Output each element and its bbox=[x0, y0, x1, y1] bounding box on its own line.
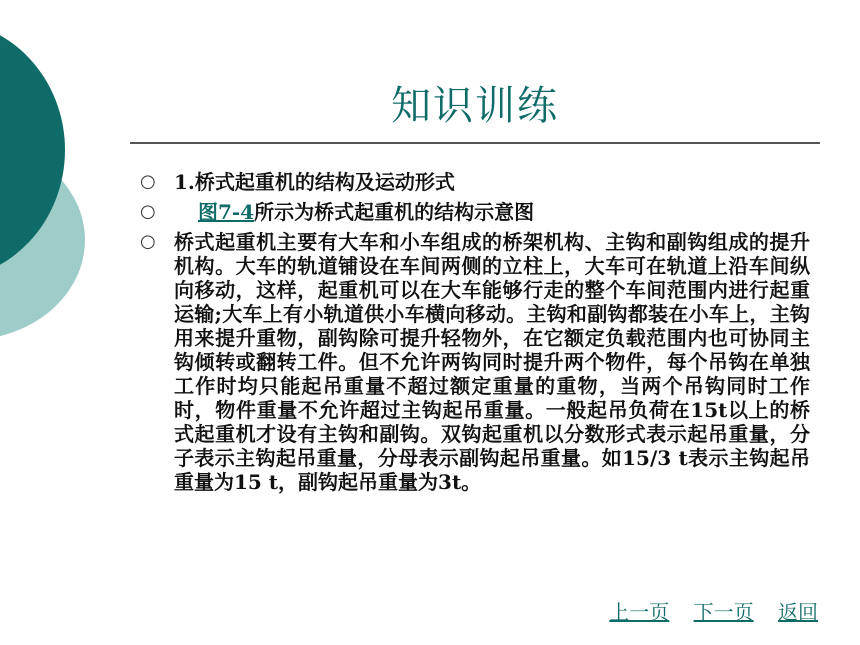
bullet-item bbox=[140, 170, 810, 194]
bullet-text: 1.桥式起重机的结构及运动形式 bbox=[174, 170, 455, 194]
back-link[interactable]: 返回 bbox=[778, 600, 818, 624]
bullet-paragraph: 桥式起重机主要有大车和小车组成的桥架机构、主钩和副钩组成的提升机构。大车的轨道铺设在车间两侧的立柱上，大车可在轨道上沿车间纵向移动，这样，起重机可以在大车能够行走的整个车间范围内进行起重运输;大车上有小轨道供小车横向移动。主钩和副钩都装在小车上，主钩用来提升重物，副钩除可提升轻物外，在它额定负载范围内也可协同主钩倾转或翻转工件。但不允许两钩同时提升两个物件，每个吊钩在单独工作时均只能起吊重量不超过额定重量的重物，当两个吊钩同时工作时，物件重量不允许超过主钩起吊重量。一般起吊负荷在15t以上的桥式起重机才设有主钩和副钩。双钩起重机以分数形式表示起吊重量，分子表示主钩起吊重量，分母表示副钩起吊重量。如15/3 t表示主钩起吊重量为15 t，副钩起吊重量为3t。 bbox=[174, 230, 810, 494]
slide-title: 知识训练 bbox=[391, 83, 559, 129]
bullet-marker-icon: ○ bbox=[140, 231, 156, 252]
bullet-list bbox=[140, 170, 810, 494]
next-page-link[interactable]: 下一页 bbox=[693, 600, 754, 624]
slide-navigation bbox=[591, 596, 818, 625]
bullet-marker-icon: ○ bbox=[140, 171, 156, 192]
figure-link[interactable]: 图7-4 bbox=[198, 200, 255, 224]
title-divider bbox=[130, 142, 820, 144]
bullet-marker-icon: ○ bbox=[140, 201, 156, 222]
prev-page-link[interactable]: 上一页 bbox=[609, 600, 670, 624]
bullet-item bbox=[140, 230, 810, 494]
bullet-text: 所示为桥式起重机的结构示意图 bbox=[254, 200, 535, 224]
bullet-item bbox=[140, 200, 810, 224]
